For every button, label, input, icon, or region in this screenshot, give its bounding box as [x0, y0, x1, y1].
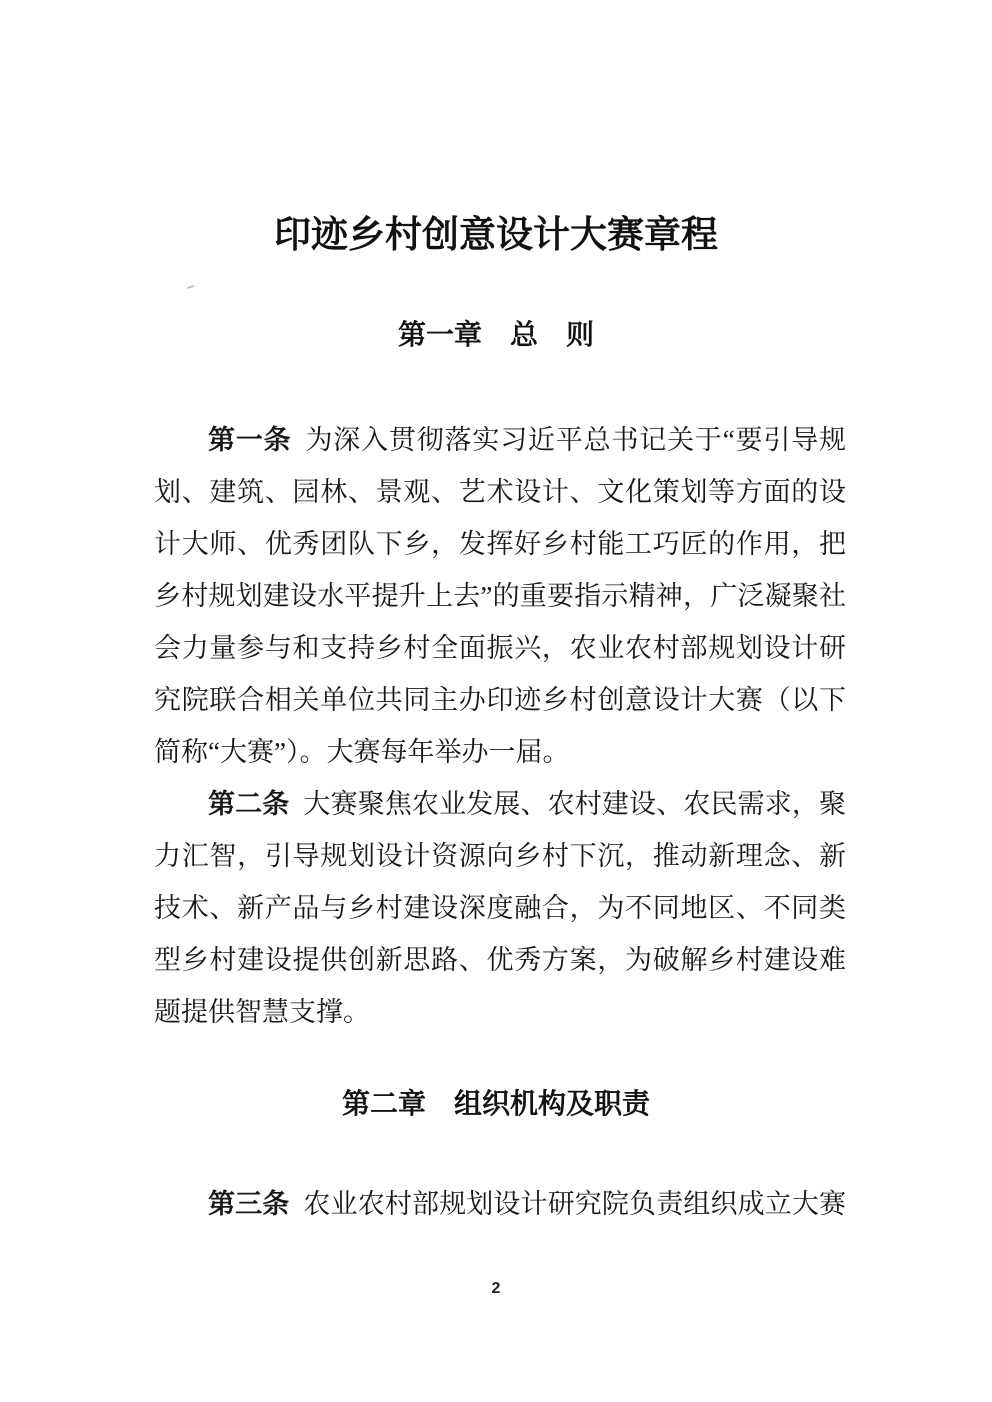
article-1-paragraph — [154, 414, 846, 778]
article-3-label: 第三条 — [208, 1189, 290, 1219]
chapter-2-body — [154, 1178, 846, 1230]
chapter-1-heading: 第一章 总 则 — [397, 319, 594, 350]
article-2-label: 第二条 — [208, 789, 290, 819]
article-3-paragraph — [154, 1178, 846, 1230]
document-title: 印迹乡村创意设计大赛章程 — [274, 215, 718, 256]
article-1-label: 第一条 — [208, 425, 292, 455]
chapter-2-heading: 第二章 组织机构及职责 — [341, 1088, 650, 1119]
scan-artifact-speck — [187, 285, 194, 289]
article-2-paragraph — [154, 778, 846, 1038]
article-1-text: 为深入贯彻落实习近平总书记关于“要引导规划、建筑、园林、景观、艺术设计、文化策划等方面的设计大师、优秀团队下乡，发挥好乡村能工巧匠的作用，把乡村规划建设水平提升上去”的重要指示精神，广泛凝聚社会力量参与和支持乡村全面振兴，农业农村部规划设计研究院联合相关单位共同主办印迹乡村创意设计大赛（以下简称“大赛”）。大赛每年举办一届。 — [154, 425, 847, 767]
article-2-text: 大赛聚焦农业发展、农村建设、农民需求，聚力汇智，引导规划设计资源向乡村下沉，推动新理念、新技术、新产品与乡村建设深度融合，为不同地区、不同类型乡村建设提供创新思路、优秀方案，为破解乡村建设难题提供智慧支撑。 — [154, 789, 847, 1027]
page-number: 2 — [491, 1280, 501, 1297]
chapter-1-body — [154, 414, 846, 1038]
article-3-text: 农业农村部规划设计研究院负责组织成立大赛 — [303, 1189, 847, 1219]
